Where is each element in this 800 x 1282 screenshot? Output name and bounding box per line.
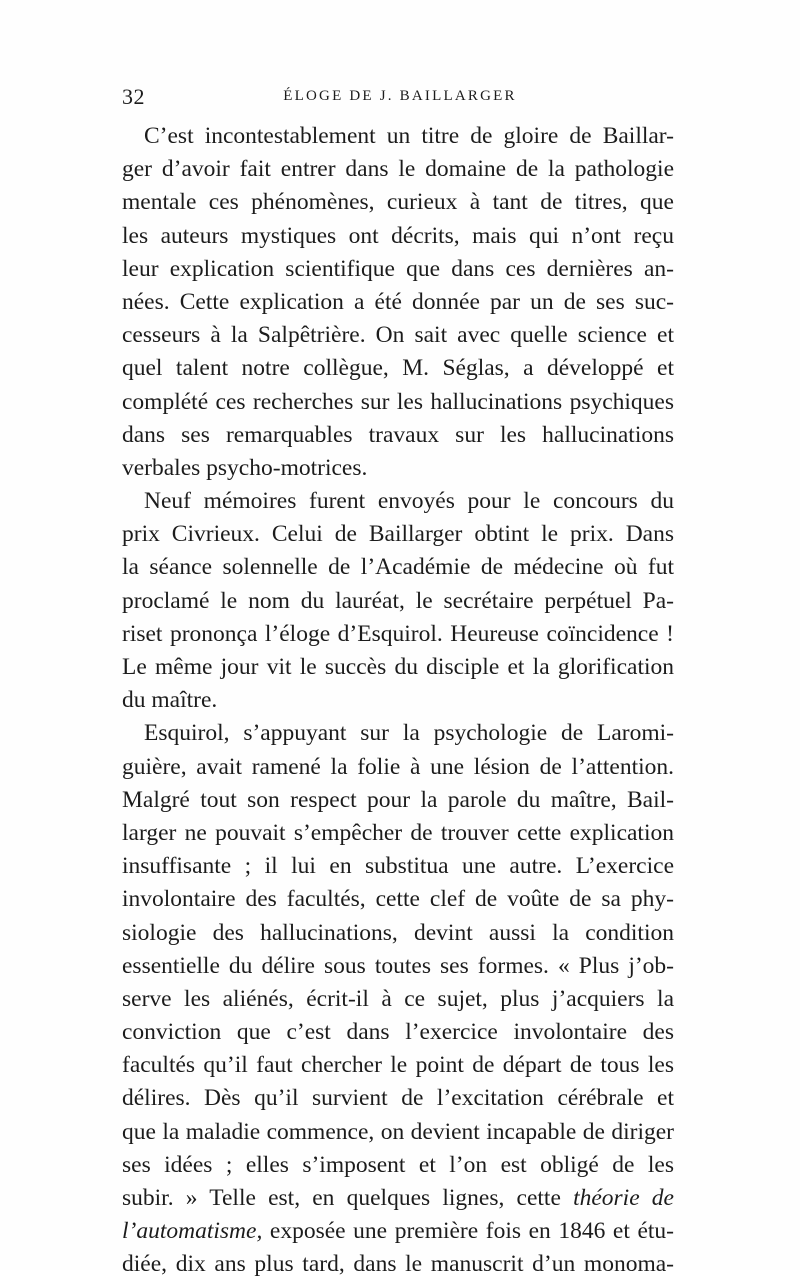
text-line — [122, 983, 674, 1016]
line-text: Malgré tout son respect pour la parole du maître, Bail- — [122, 786, 674, 813]
text-line — [122, 386, 674, 419]
line-text: subir. » Telle est, en quelques lignes, cette — [122, 1185, 574, 1211]
text-line — [122, 1248, 674, 1281]
running-head — [122, 84, 678, 114]
text-line — [122, 883, 674, 916]
text-line — [122, 153, 674, 186]
line-text: les auteurs mystiques ont décrits, mais qui n’ont reçu — [122, 222, 674, 249]
page-number: 32 — [122, 84, 145, 109]
line-text: essentielle du délire sous toutes ses formes. « Plus j’ob- — [122, 952, 674, 979]
body-text — [122, 120, 674, 1282]
running-title: ÉLOGE DE J. BAILLARGER — [283, 88, 517, 104]
text-line — [122, 1049, 674, 1082]
text-line — [122, 419, 674, 452]
line-text: complété ces recherches sur les hallucinations psychiques — [122, 388, 674, 415]
line-text: du maître. — [122, 687, 218, 714]
text-line — [122, 917, 674, 950]
line-text: facultés qu’il faut chercher le point de départ de tous les — [122, 1052, 674, 1079]
line-text: guière, avait ramené la folie à une lésion de l’attention. — [122, 753, 674, 780]
text-line — [122, 1182, 674, 1215]
line-text: exposée une première fois en 1846 et étu- — [262, 1218, 674, 1245]
text-line — [122, 1149, 674, 1182]
text-line — [122, 784, 674, 817]
line-text: la séance solennelle de l’Académie de médecine où fut — [122, 554, 674, 581]
line-text: nées. Cette explication a été donnée par un de ses suc- — [122, 288, 674, 315]
line-text: diée, dix ans plus tard, dans le manuscrit d’un monoma- — [122, 1251, 674, 1278]
line-text: verbales psycho-motrices. — [122, 454, 368, 481]
line-text: conviction que c’est dans l’exercice involontaire des — [122, 1019, 674, 1046]
text-line — [122, 186, 674, 219]
text-line — [122, 651, 674, 684]
text-line — [122, 1082, 674, 1115]
line-text: ses idées ; elles s’imposent et l’on est obligé de les — [122, 1151, 674, 1178]
line-text: leur explication scientifique que dans ces dernières an- — [122, 255, 674, 282]
text-line — [122, 452, 674, 485]
text-line — [122, 751, 674, 784]
line-text: cesseurs à la Salpêtrière. On sait avec quelle science et — [122, 322, 674, 349]
text-line — [122, 352, 674, 385]
text-line — [122, 253, 674, 286]
line-text: involontaire des facultés, cette clef de voûte de sa phy- — [122, 886, 674, 913]
line-text: proclamé le nom du lauréat, le secrétaire perpétuel Pa- — [122, 587, 674, 614]
line-text: C’est incontestablement un titre de gloire de Baillar- — [144, 123, 674, 149]
line-text: mentale ces phénomènes, curieux à tant de titres, que — [122, 189, 674, 216]
line-text: Neuf mémoires furent envoyés pour le concours du — [144, 488, 674, 515]
line-text: quel talent notre collègue, M. Séglas, a développé et — [122, 355, 674, 382]
text-line — [122, 220, 674, 253]
text-line — [122, 551, 674, 584]
text-line — [122, 1016, 674, 1049]
line-text: ger d’avoir fait entrer dans le domaine de la pathologie — [122, 156, 674, 183]
line-text: que la maladie commence, on devient incapable de diriger — [122, 1118, 674, 1145]
line-text: Le même jour vit le succès du disciple et la glorification — [122, 654, 674, 680]
text-line — [122, 850, 674, 883]
line-text: dans ses remarquables travaux sur les hallucinations — [122, 421, 674, 448]
text-line — [122, 518, 674, 551]
text-line — [122, 319, 674, 352]
line-text: siologie des hallucinations, devint aussi la condition — [122, 919, 674, 946]
text-line — [122, 286, 674, 319]
text-line — [122, 950, 674, 983]
text-line — [122, 585, 674, 618]
text-line — [122, 817, 674, 850]
text-line — [122, 717, 674, 750]
line-text: Esquirol, s’appuyant sur la psychologie de Laromi- — [144, 720, 674, 747]
line-text: serve les aliénés, écrit-il à ce sujet, plus j’acquiers la — [122, 985, 674, 1012]
line-text: riset prononça l’éloge d’Esquirol. Heureuse coïncidence ! — [122, 620, 674, 647]
italic-text: l’automatisme, — [122, 1218, 263, 1245]
line-text: prix Civrieux. Celui de Baillarger obtint le prix. Dans — [122, 521, 674, 548]
text-line — [122, 618, 674, 651]
line-text: insuffisante ; il lui en substitua une autre. L’exercice — [122, 853, 674, 880]
text-line — [122, 1215, 674, 1248]
text-line — [122, 684, 674, 717]
text-line — [122, 1116, 674, 1149]
line-text: délires. Dès qu’il survient de l’excitation cérébrale et — [122, 1085, 674, 1112]
text-line — [122, 485, 674, 518]
italic-text: théorie de — [573, 1185, 674, 1211]
line-text: larger ne pouvait s’empêcher de trouver cette explication — [122, 819, 674, 846]
text-line — [122, 120, 674, 153]
